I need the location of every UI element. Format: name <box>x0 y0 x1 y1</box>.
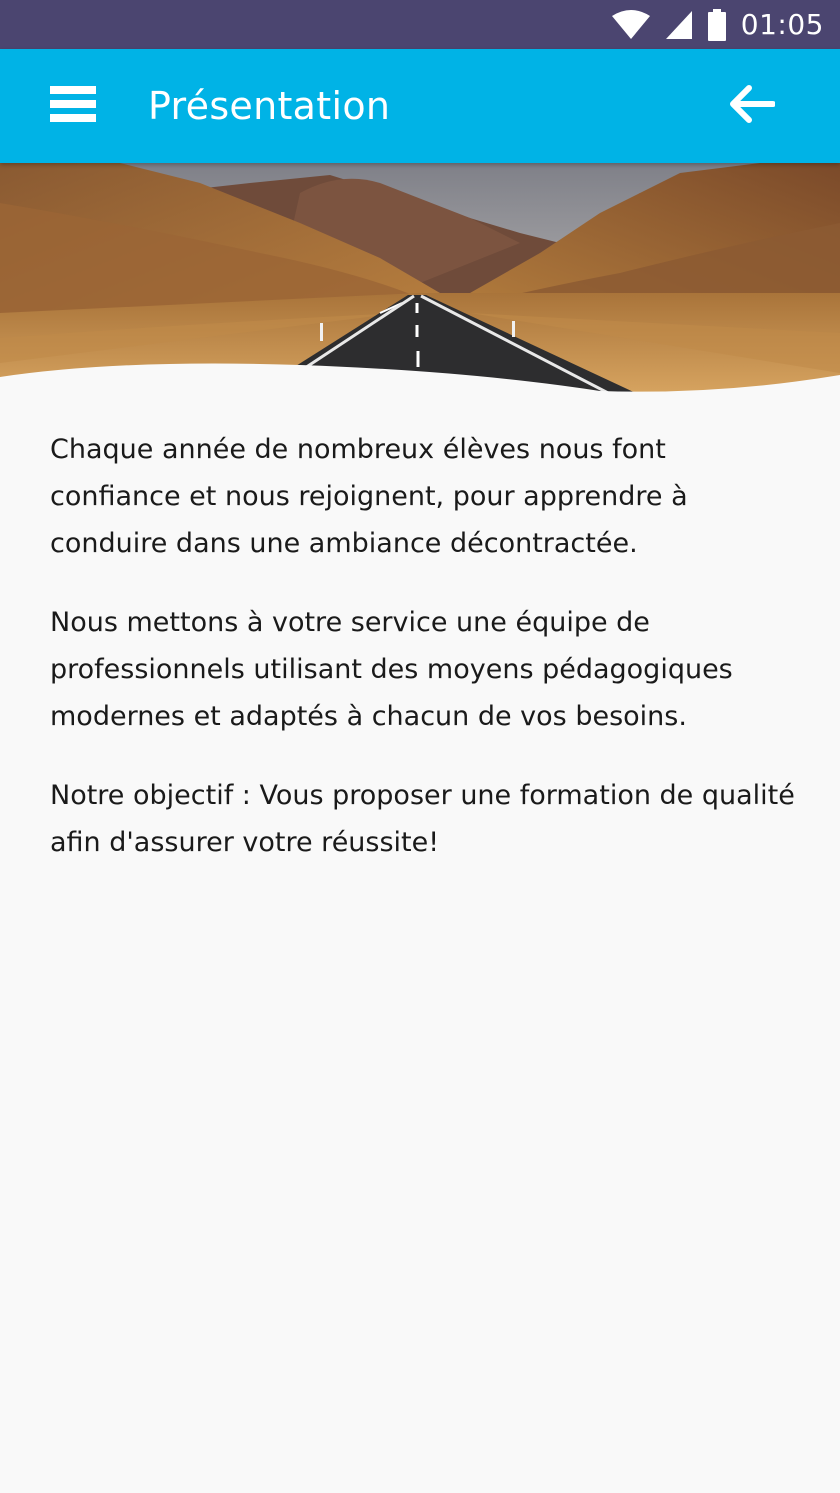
back-button[interactable] <box>716 76 788 136</box>
paragraph-objective: Notre objectif : Vous proposer une formation de qualité afin d'assurer votre réussite! <box>50 780 795 858</box>
status-time: 01:05 <box>740 8 824 41</box>
hero-image <box>0 163 840 395</box>
menu-button[interactable] <box>40 76 106 136</box>
hamburger-menu-icon <box>50 86 96 126</box>
presentation-text <box>50 426 800 898</box>
battery-icon <box>707 9 727 41</box>
arrow-left-icon <box>729 85 775 127</box>
signal-icon <box>665 10 693 40</box>
app-bar <box>0 49 840 163</box>
mountain-road-landscape <box>0 163 840 395</box>
status-icons <box>611 0 824 49</box>
page-title: Présentation <box>148 84 391 128</box>
paragraph-intro: Chaque année de nombreux élèves nous font confiance et nous rejoignent, pour apprendre à conduire dans une ambiance décontractée. <box>50 434 688 559</box>
status-bar <box>0 0 840 49</box>
paragraph-team: Nous mettons à votre service une équipe de professionnels utilisant des moyens pédagogiques modernes et adaptés à chacun de vos besoins. <box>50 607 733 732</box>
wifi-icon <box>611 10 651 40</box>
